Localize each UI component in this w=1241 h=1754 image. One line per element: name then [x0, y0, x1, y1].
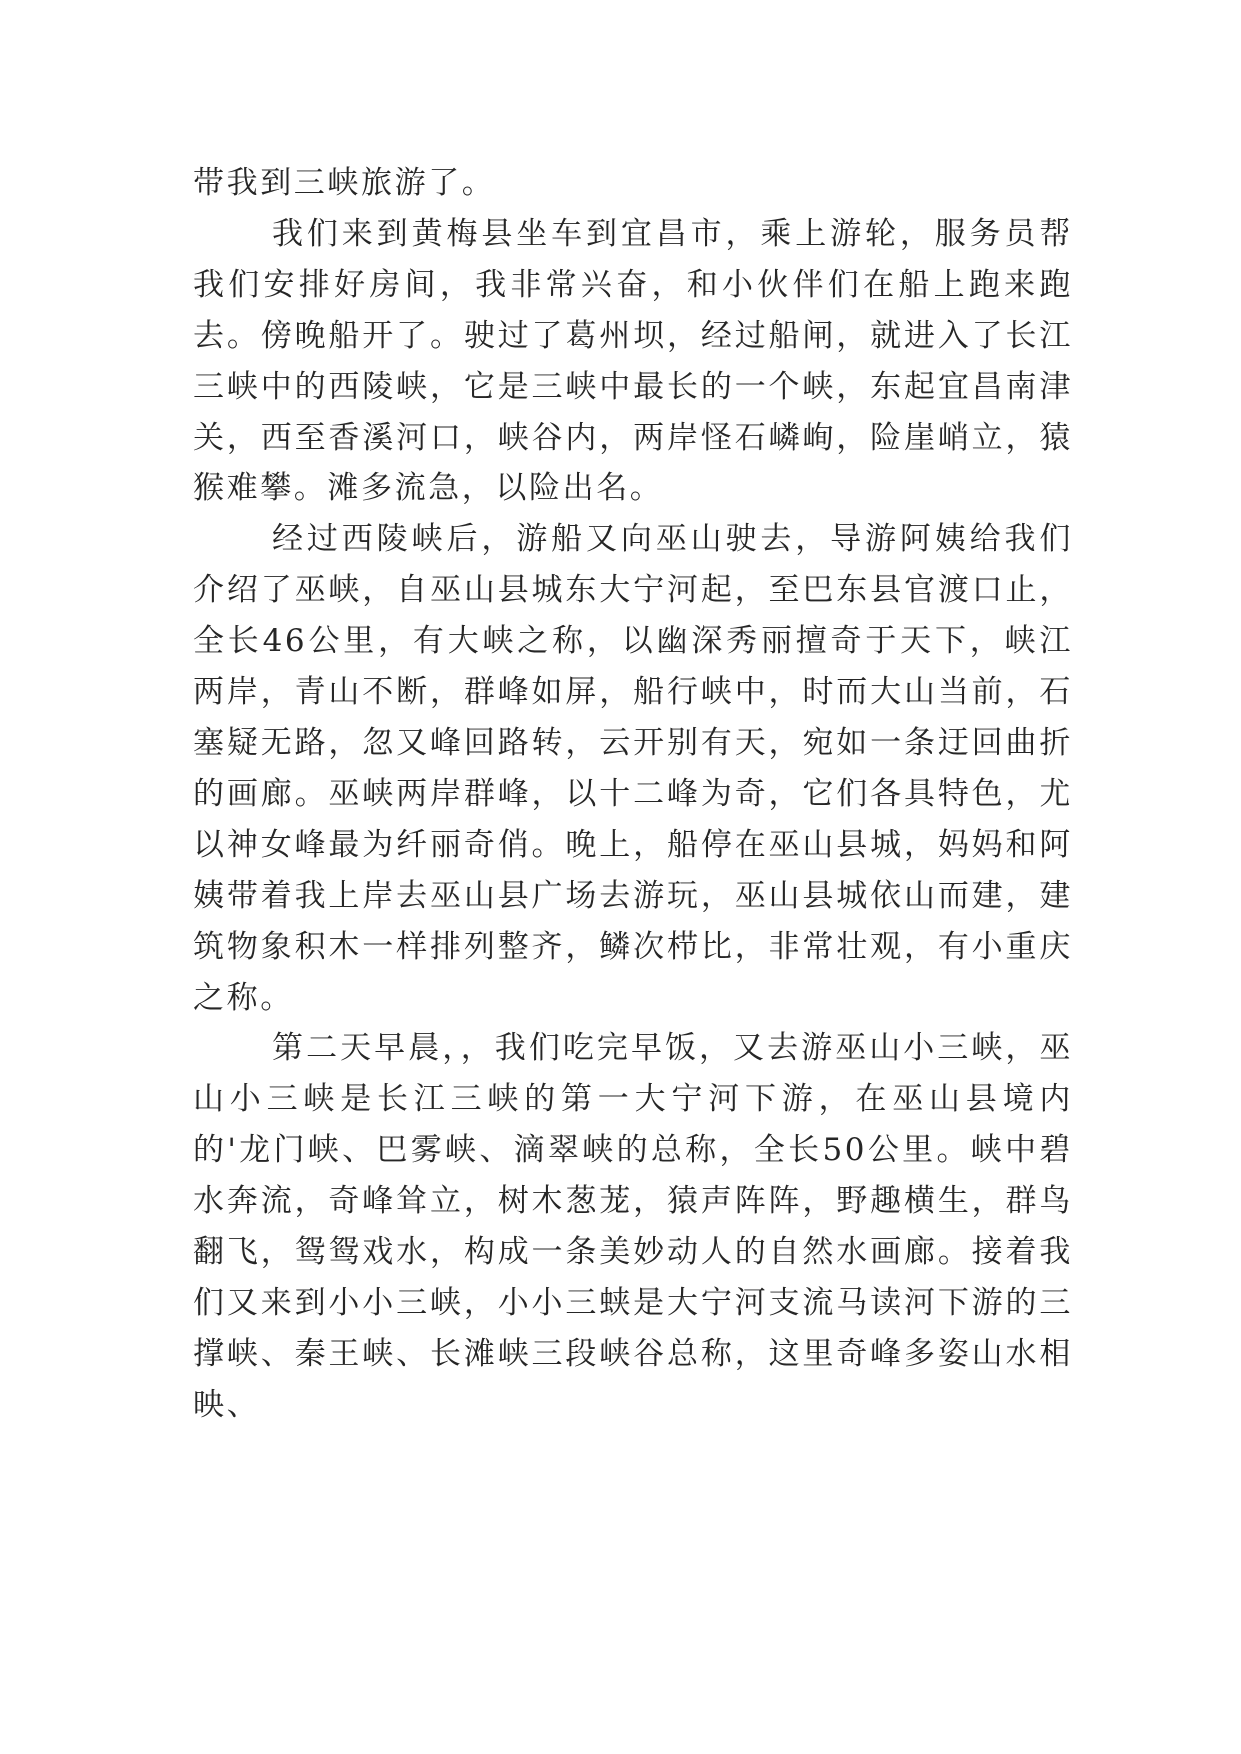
- paragraph-2: 我们来到黄梅县坐车到宜昌市，乘上游轮，服务员帮我们安排好房间，我非常兴奋，和小伙伴们在船上跑来跑去。傍晚船开了。驶过了葛州坝，经过船闸，就进入了长江三峡中的西陵峡，它是三峡中最长的一个峡，东起宜昌南津关，西至香溪河口，峡谷内，两岸怪石嶙峋，险崖峭立，猿猴难攀。滩多流急，以险出名。: [193, 215, 1073, 507]
- paragraph-4: 第二天早晨，，我们吃完早饭，又去游巫山小三峡，巫山小三峡是长江三峡的第一大宁河下游，在巫山县境内的'龙门峡、巴雾峡、滴翠峡的总称，全长50公里。峡中碧水奔流，奇峰耸立，树木葱茏，猿声阵阵，野趣横生，群鸟翻飞，鸳鸳戏水，构成一条美妙动人的自然水画廊。接着我们又来到小小三峡，小小三蛱是大宁河支流马读河下游的三撑峡、秦王峡、长滩峡三段峡谷总称，这里奇峰多姿山水相映、: [193, 1030, 1073, 1423]
- paragraph-3: 经过西陵峡后，游船又向巫山驶去，导游阿姨给我们介绍了巫峡，自巫山县城东大宁河起，至巴东县官渡口止，全长46公里，有大峡之称，以幽深秀丽擅奇于天下，峡江两岸，青山不断，群峰如屏，船行峡中，时而大山当前，石塞疑无路，忽又峰回路转，云开别有天，宛如一条迂回曲折的画廊。巫峡两岸群峰，以十二峰为奇，它们各具特色，尤以神女峰最为纤丽奇俏。晚上，船停在巫山县城，妈妈和阿姨带着我上岸去巫山县广场去游玩，巫山县城依山而建，建筑物象积木一样排列整齐，鳞次栉比，非常壮观，有小重庆之称。: [193, 521, 1073, 1016]
- paragraph-1: 带我到三峡旅游了。: [193, 165, 496, 201]
- document-body: [193, 158, 1073, 1431]
